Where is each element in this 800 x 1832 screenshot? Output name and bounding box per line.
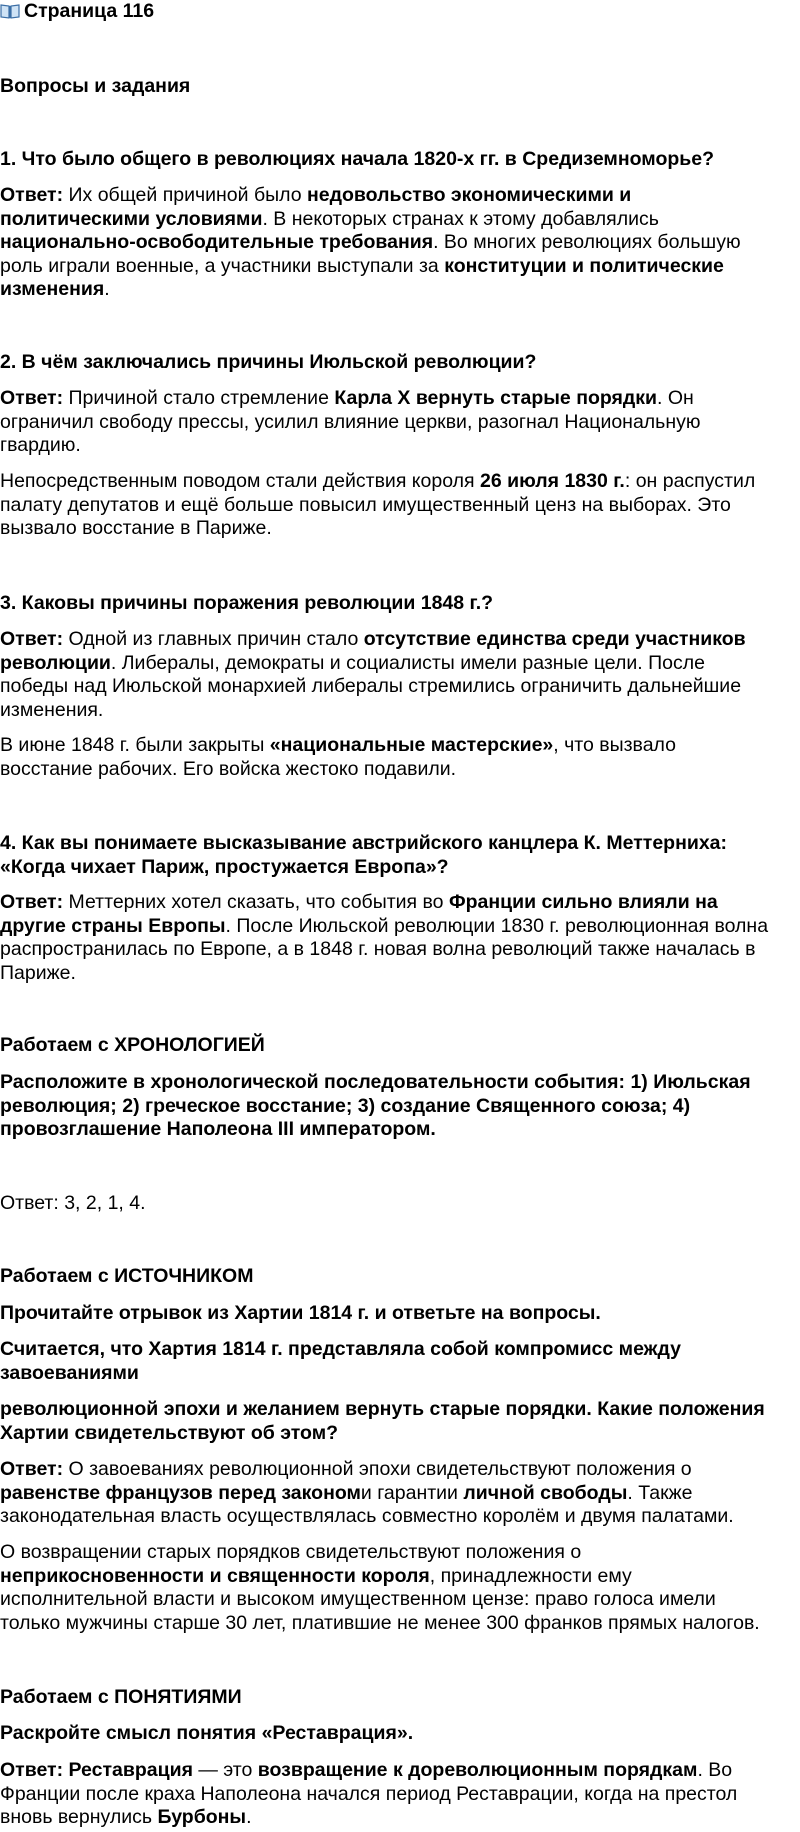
text-run: : он распустил xyxy=(624,470,756,492)
text-run: О завоеваниях революционной эпохи свидетельствуют положения о xyxy=(63,1458,692,1480)
text-run: «национальные мастерские» xyxy=(269,734,554,756)
q1-question: 1. Что было общего в революциях начала 1820-х гг. в Средиземноморье? xyxy=(0,148,715,170)
text-run: изменения xyxy=(0,278,105,300)
concepts-task: Раскройте смысл понятия «Реставрация». xyxy=(0,1722,414,1744)
text-run: . Во многих революциях большую xyxy=(433,231,741,253)
text-run: национально-освободительные требования xyxy=(0,231,434,253)
text-run: только мужчины старше 30 лет, платившие не менее 300 франков прямых налогов. xyxy=(0,1611,760,1634)
q4-question: 4. Как вы понимаете высказывание австрийского канцлера К. Меттерниха: «Когда чихает Париж, простужается Европа»? xyxy=(0,832,728,878)
text-run: победы над Июльской монархией либералы стремились ограничить дальнейшие xyxy=(0,675,742,697)
text-run: . Он xyxy=(657,387,694,409)
text-run: Ответ: xyxy=(0,1458,64,1480)
section-header: Вопросы и задания xyxy=(0,75,191,97)
text-run: вновь вернулись xyxy=(0,1806,158,1828)
text-run: палату депутатов и ещё больше повысил имущественный ценз на выборах. Это xyxy=(0,493,731,516)
text-run: Ответ: xyxy=(0,628,64,650)
text-run: конституции и политические xyxy=(444,254,724,277)
text-run: неприкосновенности и священности короля xyxy=(0,1564,430,1587)
text-run: возвращение к дореволюционным порядкам xyxy=(257,1759,698,1781)
source-extra xyxy=(0,1541,800,1635)
text-run: Одной из главных причин стало xyxy=(63,628,364,650)
text-run: вызвало восстание в Париже. xyxy=(0,517,272,539)
q2-question: 2. В чём заключались причины Июльской революции? xyxy=(0,351,537,373)
q3-question: 3. Каковы причины поражения революции 1848 г.? xyxy=(0,592,494,614)
text-run: . Либералы, демократы и социалисты имели разные цели. После xyxy=(110,651,705,674)
text-run: Париже. xyxy=(0,961,76,984)
text-run: Непосредственным поводом стали действия короля xyxy=(0,470,481,492)
text-run: отсутствие единства среди участников xyxy=(363,628,746,650)
q3-answer xyxy=(0,628,800,722)
chronology-header: Работаем с ХРОНОЛОГИЕЙ xyxy=(0,1034,265,1056)
text-run: недовольство экономическими и xyxy=(307,184,632,206)
text-run: В июне 1848 г. были закрыты xyxy=(0,734,270,756)
text-run: другие страны Европы xyxy=(0,914,226,937)
page-title: Страница 116 xyxy=(24,0,155,22)
text-run: законодательная власть осуществлялась совместно королём и двумя палатами. xyxy=(0,1505,734,1527)
text-run: распространилась по Европе, а в 1848 г. новая волна революций также началась в xyxy=(0,938,756,960)
source-task-2: Считается, что Хартия 1814 г. представляла собой компромисс между завоеваниями xyxy=(0,1338,681,1384)
concepts-answer xyxy=(0,1759,800,1830)
q4-answer xyxy=(0,891,800,985)
text-run: личной свободы xyxy=(463,1481,628,1504)
q3-extra xyxy=(0,734,800,781)
q1-answer xyxy=(0,184,800,302)
text-run: . xyxy=(104,278,110,300)
q2-answer xyxy=(0,387,800,458)
text-run: . Также xyxy=(627,1481,693,1504)
text-run: Меттерних хотел сказать, что события во xyxy=(63,891,449,913)
text-run: исполнительной власти и высоком имущественном цензе: право голоса имели xyxy=(0,1588,716,1610)
text-run: и гарантии xyxy=(360,1481,464,1504)
page-title-row xyxy=(0,0,800,24)
text-run: революции xyxy=(0,651,111,674)
text-run: . После Июльской революции 1830 г. революционная волна xyxy=(225,914,769,937)
text-run: 26 июля 1830 г. xyxy=(480,470,625,492)
text-run: роль играли военные, а участники выступали за xyxy=(0,254,445,277)
text-run: Франции сильно влияли на xyxy=(448,891,718,913)
text-run: восстание рабочих. Его войска жестоко подавили. xyxy=(0,757,457,780)
text-run: политическими условиями xyxy=(0,207,263,230)
text-run: — это xyxy=(192,1759,258,1781)
text-run: Ответ: xyxy=(0,387,64,409)
text-run: Карла X вернуть старые порядки xyxy=(334,387,658,409)
source-answer xyxy=(0,1458,800,1529)
text-run: Их общей причиной было xyxy=(63,184,308,206)
text-run: гвардию. xyxy=(0,434,81,456)
q2-extra xyxy=(0,470,800,541)
text-run: Ответ: xyxy=(0,891,64,913)
chronology-task: Расположите в хронологической последовательности события: 1) Июльская революция; 2) греческое восстание; 3) создание Священного союза; 4) провозглашение Наполеона III императором. xyxy=(0,1071,751,1140)
concepts-header: Работаем с ПОНЯТИЯМИ xyxy=(0,1686,242,1708)
text-run: , что вызвало xyxy=(553,734,676,756)
text-run: Бурбоны xyxy=(157,1806,247,1828)
text-run: , принадлежности ему xyxy=(429,1564,632,1587)
text-run: Ответ: xyxy=(0,184,64,206)
source-task-3: революционной эпохи и желанием вернуть старые порядки. Какие положения Хартии свидетельствуют об этом? xyxy=(0,1398,765,1444)
text-run: изменения. xyxy=(0,698,104,721)
text-run: О возвращении старых порядков свидетельствуют положения о xyxy=(0,1541,582,1563)
text-run: ограничил свободу прессы, усилил влияние церкви, разогнал Национальную xyxy=(0,410,701,433)
text-run: Ответ: Реставрация xyxy=(0,1759,193,1781)
chronology-answer: Ответ: 3, 2, 1, 4. xyxy=(0,1192,146,1214)
source-header: Работаем с ИСТОЧНИКОМ xyxy=(0,1265,254,1287)
source-task: Прочитайте отрывок из Хартии 1814 г. и ответьте на вопросы. xyxy=(0,1302,601,1324)
text-run: . Во xyxy=(697,1759,733,1781)
text-run: Причиной стало стремление xyxy=(63,387,335,409)
text-run: . В некоторых странах к этому добавлялись xyxy=(262,207,659,230)
text-run: равенстве французов перед законом xyxy=(0,1481,361,1504)
open-book-icon xyxy=(0,2,20,18)
text-run: . xyxy=(246,1806,252,1828)
text-run: Франции после краха Наполеона начался период Реставрации, когда на престол xyxy=(0,1782,738,1805)
